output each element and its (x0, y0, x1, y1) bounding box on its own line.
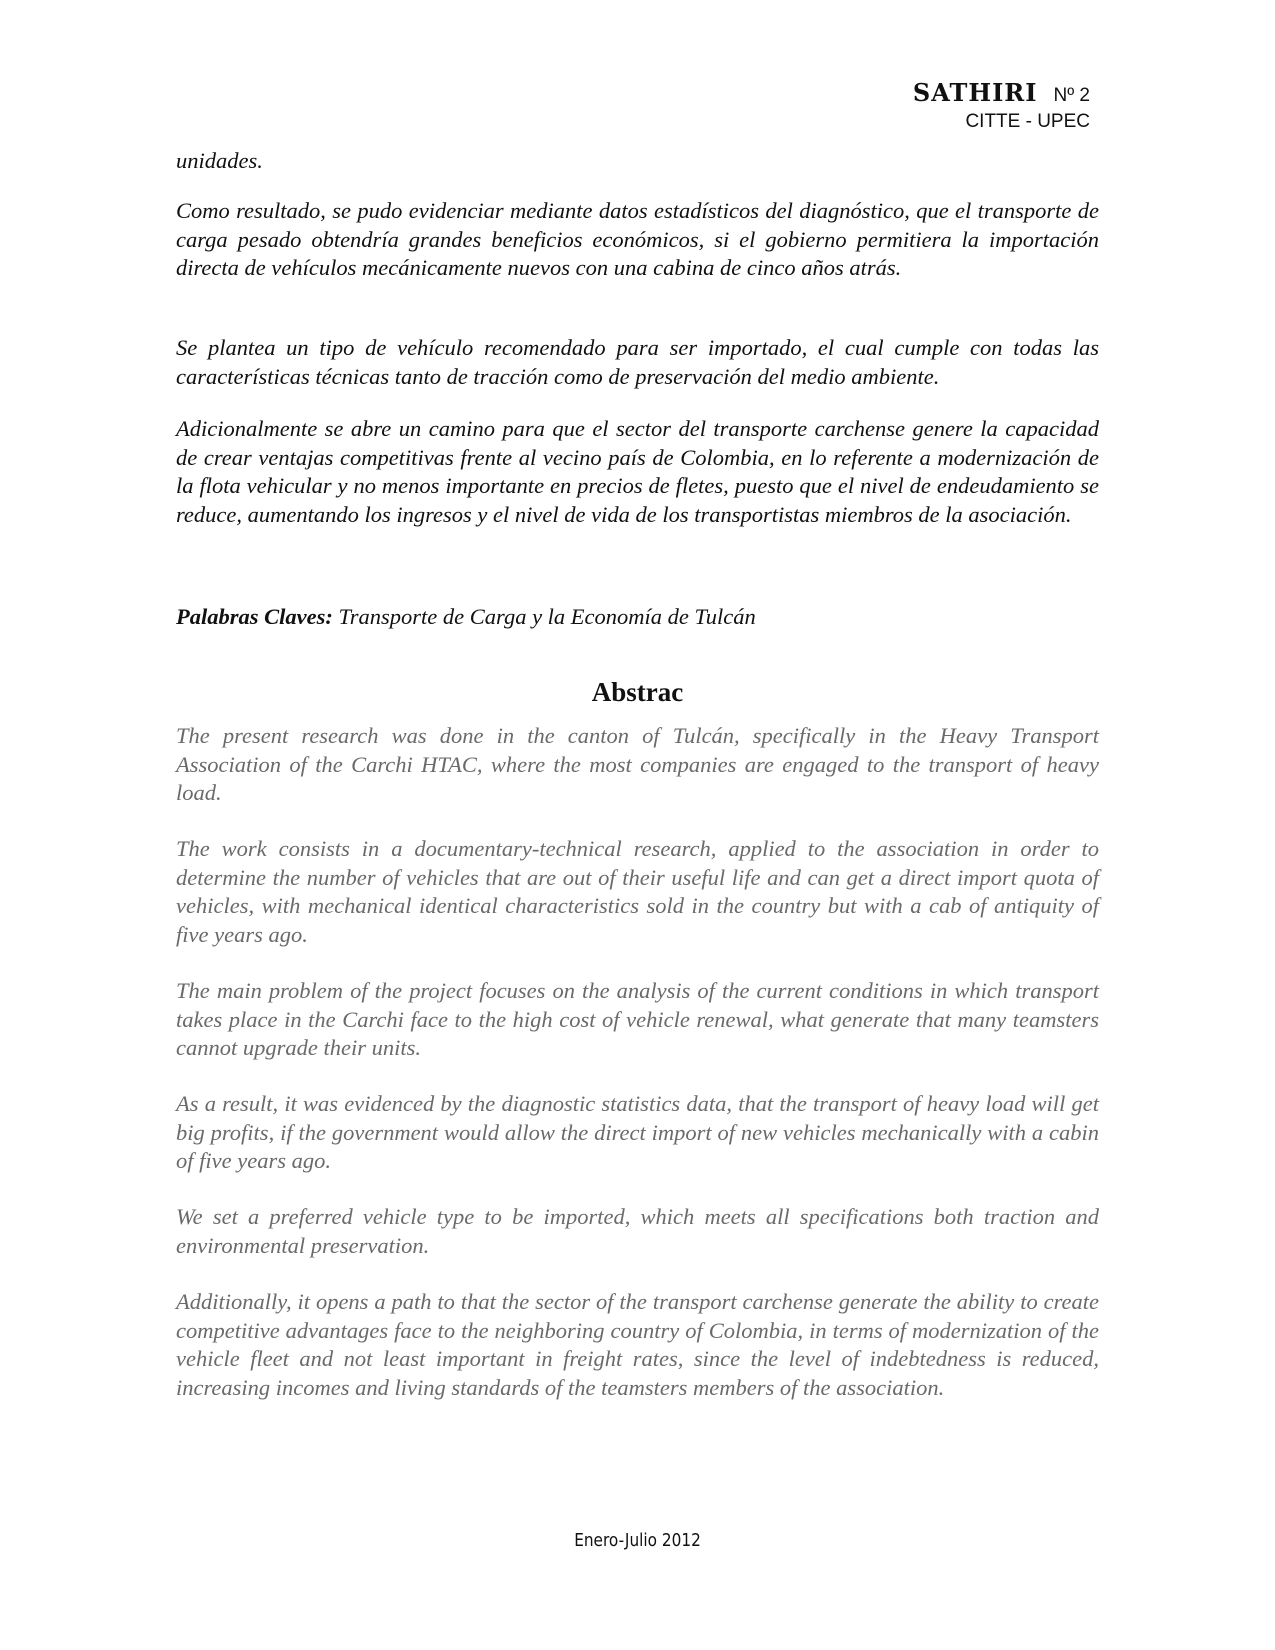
journal-name: SATHIRI (912, 78, 1038, 107)
header-journal-line (913, 78, 1090, 107)
paragraph-text: unidades. (176, 148, 263, 173)
page-header (913, 78, 1090, 133)
paragraph-text: Como resultado, se pudo evidenciar mediante datos estadísticos del diagnóstico, que el transporte de carga pesado obtendría grandes beneficios económicos, si el gobierno permitiera la importación directa de vehículos mecánicamente nuevos con una cabina de cinco años atrás. (176, 198, 1099, 280)
spanish-paragraph-1 (176, 147, 1099, 176)
keywords-value: Transporte de Carga y la Economía de Tulcán (338, 604, 756, 629)
abstract-title: Abstrac (591, 677, 684, 707)
spanish-paragraph-4 (176, 415, 1099, 529)
abstract-paragraph-3 (176, 977, 1099, 1063)
abstract-paragraph-5 (176, 1203, 1099, 1260)
paragraph-text: The main problem of the project focuses on the analysis of the current conditions in which transport takes place in the Carchi face to the high cost of vehicle renewal, what generate that many teamsters cannot upgrade their units. (176, 978, 1099, 1060)
abstract-paragraph-1 (176, 722, 1099, 808)
institution-name: CITTE - UPEC (965, 111, 1090, 132)
abstract-paragraph-2 (176, 835, 1099, 949)
page-footer-date: Enero-Julio 2012 (574, 1530, 701, 1551)
paragraph-text: Se plantea un tipo de vehículo recomendado para ser importado, el cual cumple con todas las características técnicas tanto de tracción como de preservación del medio ambiente. (176, 335, 1099, 389)
abstract-paragraph-4 (176, 1090, 1099, 1176)
abstract-paragraph-6 (176, 1288, 1099, 1402)
paragraph-text: The work consists in a documentary-technical research, applied to the association in order to determine the number of vehicles that are out of their useful life and can get a direct import quota of vehicles, with mechanical identical characteristics sold in the country but with a cab of antiquity of five years ago. (176, 836, 1099, 947)
paragraph-text: We set a preferred vehicle type to be imported, which meets all specifications both traction and environmental preservation. (176, 1204, 1099, 1258)
paragraph-text: Adicionalmente se abre un camino para que el sector del transporte carchense genere la capacidad de crear ventajas competitivas frente al vecino país de Colombia, en lo referente a modernización de la flota vehicular y no menos importante en precios de fletes, puesto que el nivel de endeudamiento se reduce, aumentando los ingresos y el nivel de vida de los transportistas miembros de la asociación. (176, 416, 1099, 527)
issue-number: Nº 2 (1053, 85, 1090, 106)
paragraph-text: The present research was done in the canton of Tulcán, specifically in the Heavy Transport Association of the Carchi HTAC, where the most companies are engaged to the transport of heavy load. (176, 723, 1099, 805)
paragraph-text: Additionally, it opens a path to that the sector of the transport carchense generate the ability to create competitive advantages face to the neighboring country of Colombia, in terms of modernization of the vehicle fleet and not least important in freight rates, since the level of indebtedness is reduced, increasing incomes and living standards of the teamsters members of the association. (176, 1289, 1099, 1400)
keywords-label: Palabras Claves: (176, 604, 333, 629)
spanish-paragraph-3 (176, 334, 1099, 391)
spanish-paragraph-2 (176, 197, 1099, 283)
paragraph-text: As a result, it was evidenced by the diagnostic statistics data, that the transport of heavy load will get big profits, if the government would allow the direct import of new vehicles mechanically with a cabin of five years ago. (176, 1091, 1099, 1173)
keywords-line (176, 604, 756, 630)
